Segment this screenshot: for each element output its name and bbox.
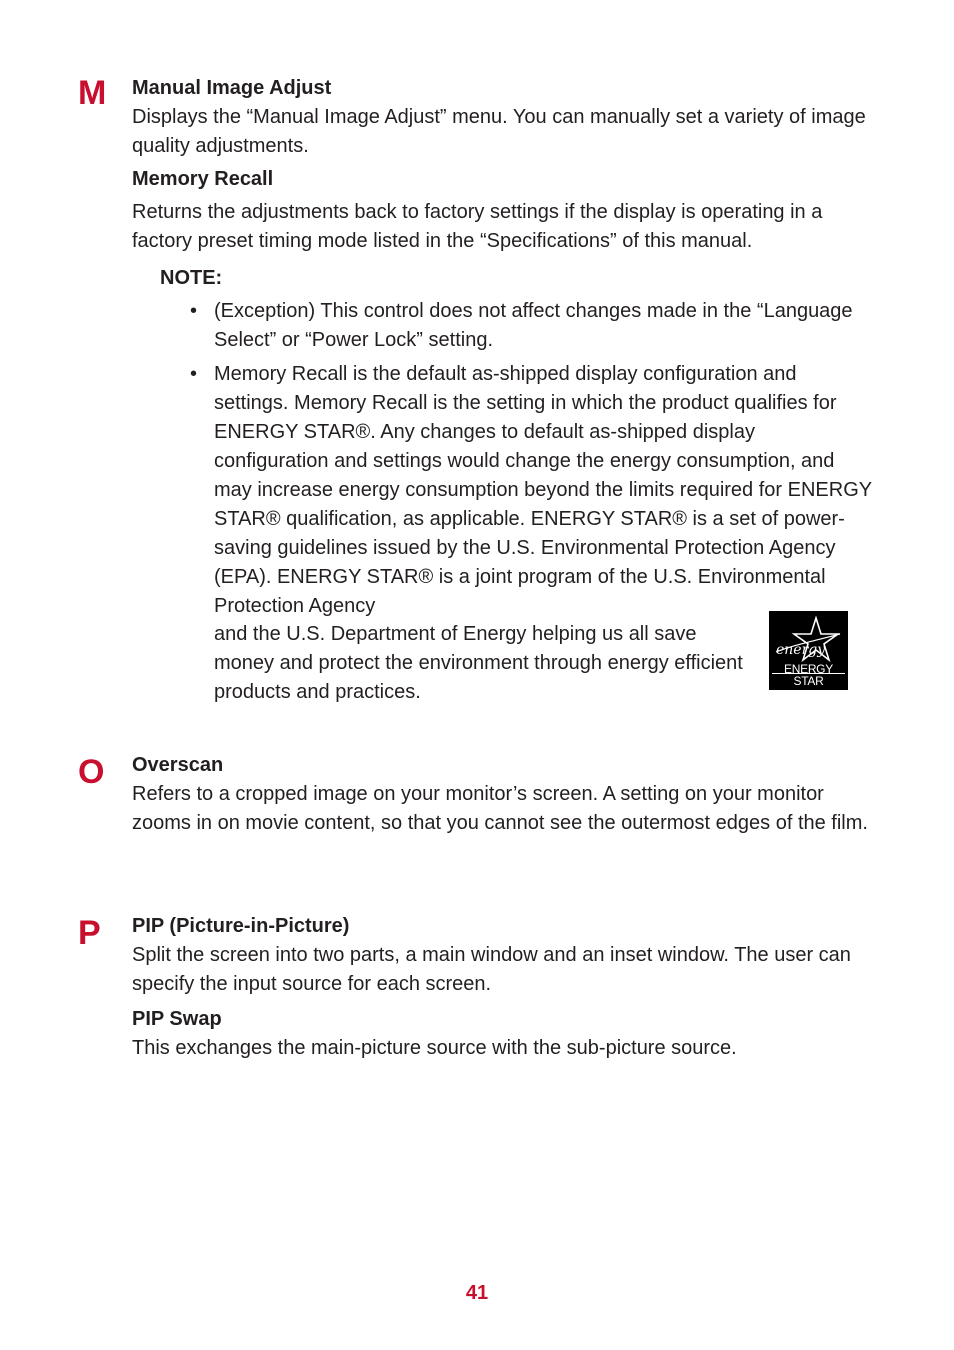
- section-letter-o: O: [78, 753, 105, 791]
- pip-swap-description: This exchanges the main-picture source with the sub-picture source.: [132, 1037, 737, 1059]
- energy-script-text: energy: [776, 642, 826, 658]
- bullet-dot: •: [190, 300, 198, 322]
- pip-heading: PIP (Picture-in-Picture): [132, 915, 350, 937]
- energy-star-label: ENERGY STAR: [784, 662, 833, 688]
- note-label: NOTE:: [160, 267, 223, 289]
- memory-recall-heading: Memory Recall: [132, 168, 274, 190]
- section-o: [132, 751, 884, 838]
- section-letter-m: M: [78, 74, 107, 112]
- bullet-text: (Exception) This control does not affect changes made in the “Language Select” or “Power Lock” setting.: [214, 300, 853, 351]
- section-p: [132, 912, 884, 1063]
- section-letter-p: P: [78, 914, 101, 952]
- manual-image-adjust-heading: Manual Image Adjust: [132, 77, 332, 99]
- bullet-text-main: Memory Recall is the default as-shipped display configuration and settings. Memory Recall is the setting in which the product qualifies for ENERGY STAR®. Any changes to default as-shipped display configuration and settings would change the energy consumption, and may increase energy consumption beyond the limits required for ENERGY STAR® qualification, as applicable. ENERGY STAR® is a set of power-saving guidelines issued by the U.S. Environmental Protection Agency (EPA). ENERGY STAR® is a joint program of the U.S. Environmental Protection Agency: [214, 363, 872, 617]
- memory-recall-description: Returns the adjustments back to factory settings if the display is operating in a factory preset timing mode listed in the “Specifications” of this manual.: [132, 201, 823, 252]
- pip-description: Split the screen into two parts, a main window and an inset window. The user can specify the input source for each screen.: [132, 944, 851, 995]
- bullet-dot: •: [190, 363, 198, 385]
- overscan-heading: Overscan: [132, 754, 224, 776]
- manual-image-adjust-description: Displays the “Manual Image Adjust” menu. You can manually set a variety of image quality adjustments.: [132, 106, 866, 157]
- energy-star-logo: [769, 611, 848, 690]
- bullet-text-continued: and the U.S. Department of Energy helping us all save money and protect the environment through energy efficient products and practices.: [214, 623, 743, 703]
- note-bullet-energy-star-continued: [214, 620, 754, 707]
- overscan-description: Refers to a cropped image on your monitor’s screen. A setting on your monitor zooms in on movie content, so that you cannot see the outermost edges of the film.: [132, 783, 868, 834]
- section-m: [132, 74, 884, 256]
- pip-swap-heading: PIP Swap: [132, 1008, 222, 1030]
- page-number: 41: [465, 1282, 489, 1304]
